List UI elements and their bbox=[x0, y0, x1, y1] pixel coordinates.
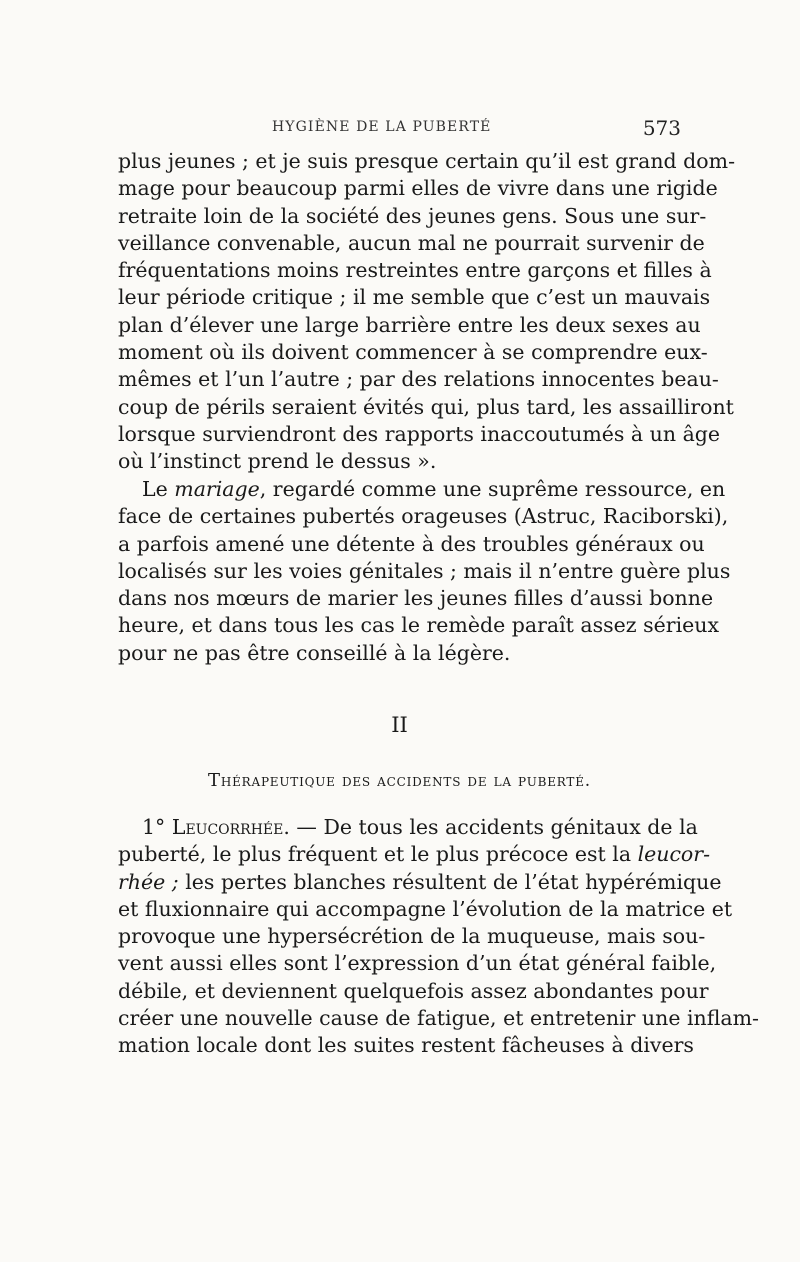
text-line: dans nos mœurs de marier les jeunes filles d’aussi bonne bbox=[118, 586, 714, 611]
item-number: 1° bbox=[142, 815, 172, 839]
text-line: leur période critique ; il me semble que c’est un mauvais bbox=[118, 285, 711, 310]
text-line: a parfois amené une détente à des troubles généraux ou bbox=[118, 531, 705, 556]
text-line: mation locale dont les suites restent fâcheuses à divers bbox=[118, 1033, 694, 1058]
paragraph-quote-end bbox=[118, 148, 736, 476]
italic-term: leucor- bbox=[637, 842, 711, 867]
text-line: et fluxionnaire qui accompagne l’évolution de la matrice et bbox=[118, 896, 733, 921]
italic-term: mariage bbox=[174, 477, 260, 501]
text-line: mage pour beaucoup parmi elles de vivre dans une rigide bbox=[118, 176, 718, 201]
text-line bbox=[118, 869, 722, 896]
text-line: coup de périls seraient évités qui, plus tard, les assailliront bbox=[118, 394, 734, 419]
text-span: Le bbox=[142, 477, 175, 501]
section-title bbox=[118, 770, 681, 791]
text-line: veillance convenable, aucun mal ne pourrait survenir de bbox=[118, 230, 705, 255]
text-line bbox=[118, 814, 698, 841]
text-line: provoque une hypersécrétion de la muqueuse, mais sou- bbox=[118, 924, 706, 949]
text-line bbox=[118, 476, 726, 503]
page-header bbox=[118, 116, 681, 140]
text-line: où l’instinct prend le dessus ». bbox=[118, 449, 437, 474]
text-line: heure, et dans tous les cas le remède paraît assez sérieux bbox=[118, 613, 720, 638]
text-line: plus jeunes ; et je suis presque certain qu’il est grand dom- bbox=[118, 149, 736, 173]
section-title-rest: hérapeutique des accidents de la puberté. bbox=[220, 771, 591, 791]
paragraph-leucorrhee bbox=[118, 814, 759, 1060]
text-line: localisés sur les voies génitales ; mais il n’entre guère plus bbox=[118, 558, 731, 583]
text-line: plan d’élever une large barrière entre les deux sexes au bbox=[118, 312, 701, 337]
italic-term: rhée ; bbox=[118, 869, 179, 894]
text-line: débile, et deviennent quelquefois assez abondantes pour bbox=[118, 978, 709, 1003]
text-line: pour ne pas être conseillé à la légère. bbox=[118, 640, 511, 665]
text-line: vent aussi elles sont l’expression d’un état général faible, bbox=[118, 951, 717, 976]
text-line: fréquentations moins restreintes entre garçons et filles à bbox=[118, 258, 712, 283]
text-line: moment où ils doivent commencer à se comprendre eux- bbox=[118, 340, 708, 365]
page-number: 573 bbox=[642, 116, 681, 140]
section-number: II bbox=[391, 713, 408, 737]
text-line: retraite loin de la société des jeunes gens. Sous une sur- bbox=[118, 203, 707, 228]
text-span: puberté, le plus fréquent et le plus précoce est la bbox=[118, 842, 638, 867]
text-line bbox=[118, 841, 711, 868]
heading-initial: L bbox=[171, 815, 186, 839]
text-span: — De tous les accidents génitaux de la bbox=[289, 815, 698, 839]
text-line: créer une nouvelle cause de fatigue, et entretenir une inflam- bbox=[118, 1006, 759, 1031]
text-span: les pertes blanches résultent de l’état hypérémique bbox=[178, 869, 722, 894]
inline-heading: eucorrhée. bbox=[185, 815, 290, 839]
text-line: mêmes et l’un l’autre ; par des relations innocentes beau- bbox=[118, 367, 719, 392]
running-head: HYGIÈNE DE LA PUBERTÉ bbox=[272, 119, 492, 135]
text-line: face de certaines pubertés orageuses (Astruc, Raciborski), bbox=[118, 504, 729, 529]
text-span: , regardé comme une suprême ressource, en bbox=[259, 477, 726, 501]
text-line: lorsque surviendront des rapports inaccoutumés à un âge bbox=[118, 421, 721, 446]
section-title-initial: T bbox=[208, 770, 221, 791]
paragraph-mariage bbox=[118, 476, 731, 667]
